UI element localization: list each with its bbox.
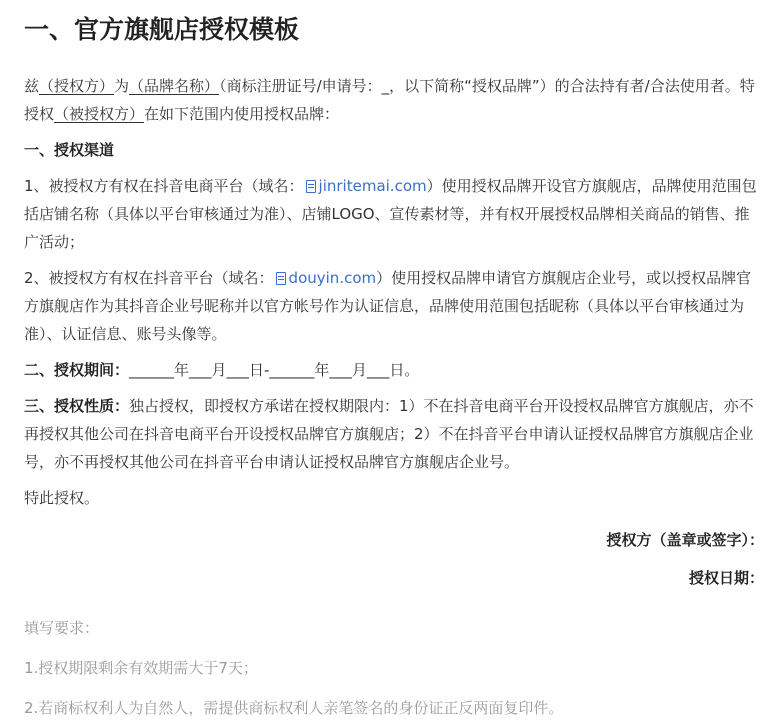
intro-text-4: 在如下范围内使用授权品牌： — [144, 105, 340, 123]
closing-text: 特此授权。 — [24, 489, 100, 507]
jinritemai-link[interactable]: jinritemai.com — [318, 177, 427, 195]
intro-text-1: 兹 — [24, 77, 40, 95]
douyin-link[interactable]: douyin.com — [288, 269, 377, 287]
intro-text-3: （商标注册证号/申请号：_，以下简称“授权品牌”）的合法持有者/合法使用者。特授权 — [24, 77, 755, 123]
nature-paragraph — [24, 392, 764, 476]
item2-post: ）使用授权品牌申请官方旗舰店企业号，或以授权品牌官方旗舰店作为其抖音企业号昵称并以官方帐号作为认证信息，品牌使用范围包括昵称（具体以平台审核通过为准）、认证信息、账号头像等。 — [24, 269, 752, 343]
item1-paragraph — [24, 172, 764, 256]
period-paragraph — [24, 356, 764, 384]
section1-heading: 一、授权渠道 — [24, 141, 115, 159]
period-label: 二、授权期间： — [24, 361, 130, 379]
document-icon — [276, 272, 286, 285]
page-title: 一、官方旗舰店授权模板 — [24, 15, 300, 44]
item1-post: ）使用授权品牌开设官方旗舰店，品牌使用范围包括店铺名称（具体以平台审核通过为准）、店铺LOGO、宣传素材等，并有权开展授权品牌相关商品的销售、推广活动； — [24, 177, 757, 251]
nature-label: 三、授权性质： — [24, 397, 130, 415]
item2-pre: 2、被授权方有权在抖音平台（域名： — [24, 269, 274, 287]
note-item-1: 1.授权期限剩余有效期需大于7天； — [24, 659, 258, 677]
brand-blank: （品牌名称） — [129, 77, 220, 95]
nature-text: 独占授权，即授权方承诺在授权期限内：1）不在抖音电商平台开设授权品牌官方旗舰店，亦不再授权其他公司在抖音电商平台开设授权品牌官方旗舰店；2）不在抖音平台申请认证授权品牌官方旗舰店企业号，亦不再授权其他公司在抖音平台申请认证授权品牌官方旗舰店企业号。 — [24, 397, 754, 471]
item2-paragraph — [24, 264, 764, 348]
item1-pre: 1、被授权方有权在抖音电商平台（域名： — [24, 177, 304, 195]
date-label: 授权日期： — [688, 569, 764, 587]
intro-text-2: 为 — [114, 77, 130, 95]
grantee-blank: （被授权方） — [54, 105, 145, 123]
notes-heading: 填写要求： — [24, 619, 100, 637]
note-item-2: 2.若商标权利人为自然人，需提供商标权利人亲笔签名的身份证正反两面复印件。 — [24, 699, 564, 717]
document-icon — [306, 180, 316, 193]
intro-paragraph — [24, 72, 764, 128]
period-value: ______年___月___日-______年___月___日。 — [129, 361, 420, 379]
signature-label: 授权方（盖章或签字）： — [606, 531, 764, 549]
grantor-blank: （授权方） — [39, 77, 115, 95]
